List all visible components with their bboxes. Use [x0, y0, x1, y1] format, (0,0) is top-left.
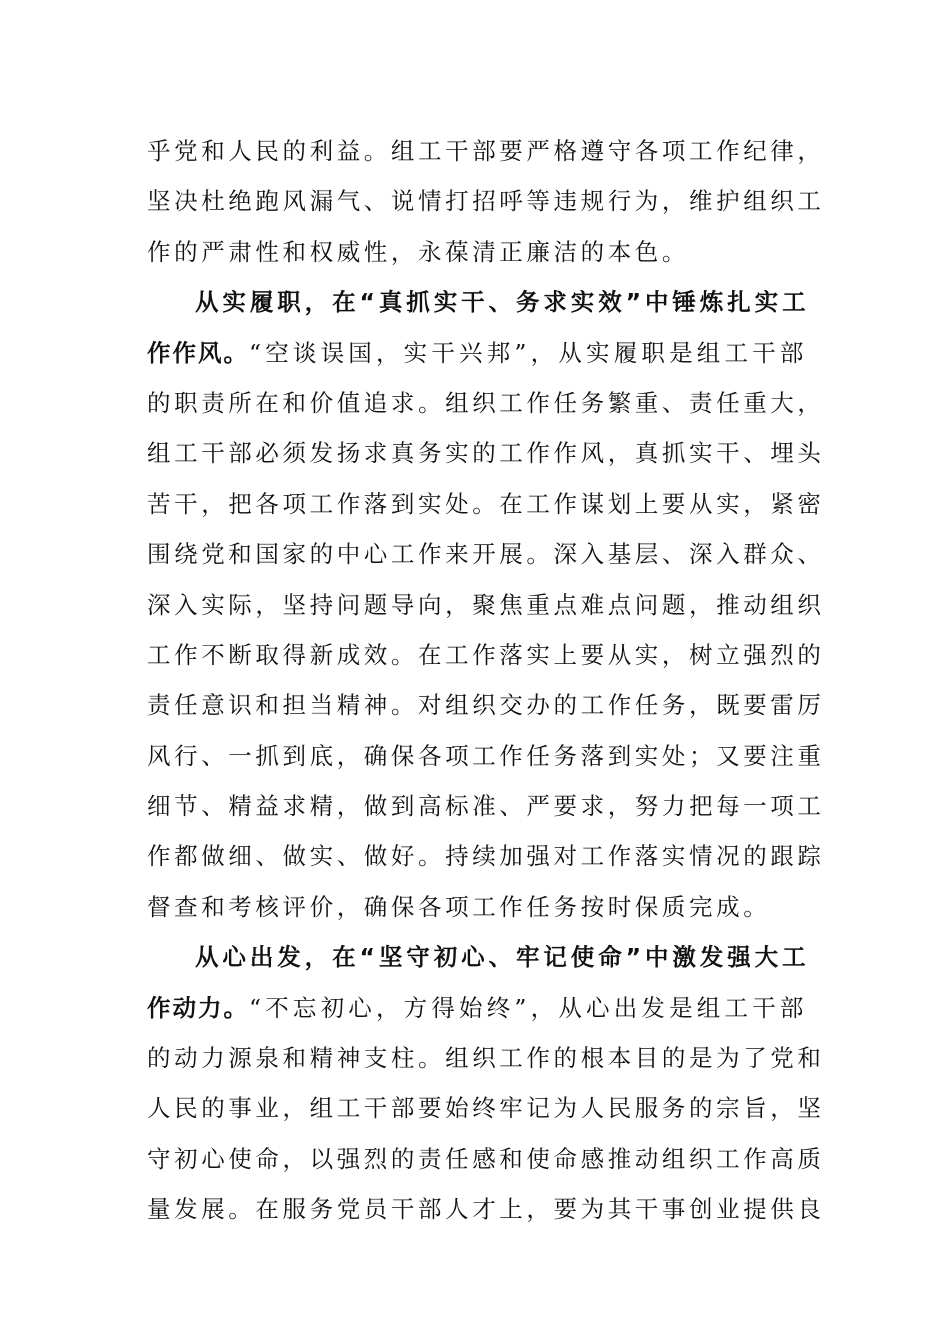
paragraph-2 — [147, 277, 825, 932]
text-line — [147, 983, 807, 1033]
document-body — [147, 126, 825, 1235]
text-line: 人民的事业，组工干部要始终牢记为人民服务的宗旨，坚 — [147, 1094, 825, 1123]
text-line — [147, 328, 807, 378]
text-line: 乎党和人民的利益。组工干部要严格遵守各项工作纪律， — [147, 137, 825, 165]
text-line: 细节、精益求精，做到高标准、严要求，努力把每一项工 — [147, 792, 825, 821]
text-line: 作的严肃性和权威性，永葆清正廉洁的本色。 — [147, 237, 689, 266]
text-line: 风行、一抓到底，确保各项工作任务落到实处；又要注重 — [147, 741, 825, 770]
text-fragment: “空谈误国，实干兴邦”，从实履职是组工干部 — [248, 338, 807, 367]
section-heading-end: 作动力。 — [147, 993, 249, 1022]
paragraph-1 — [147, 126, 825, 277]
text-fragment: “不忘初心，方得始终”，从心出发是组工干部 — [248, 993, 807, 1022]
text-line: 苦干，把各项工作落到实处。在工作谋划上要从实，紧密 — [147, 489, 825, 518]
text-line: 量发展。在服务党员干部人才上，要为其干事创业提供良 — [147, 1195, 825, 1224]
text-line: 深入实际，坚持问题导向，聚焦重点难点问题，推动组织 — [147, 590, 825, 619]
text-line: 的职责所在和价值追求。组织工作任务繁重、责任重大， — [147, 388, 825, 417]
text-line: 的动力源泉和精神支柱。组织工作的根本目的是为了党和 — [147, 1044, 825, 1073]
text-line: 工作不断取得新成效。在工作落实上要从实，树立强烈的 — [147, 640, 825, 669]
section-heading-end: 作作风。 — [147, 338, 249, 367]
text-line: 组工干部必须发扬求真务实的工作作风，真抓实干、埋头 — [147, 439, 825, 468]
text-line: 作都做细、做实、做好。持续加强对工作落实情况的跟踪 — [147, 842, 825, 871]
text-line: 责任意识和担当精神。对组织交办的工作任务，既要雷厉 — [147, 691, 825, 720]
text-line: 围绕党和国家的中心工作来开展。深入基层、深入群众、 — [147, 540, 825, 569]
section-heading: 从心出发，在“坚守初心、牢记使命”中激发强大工 — [195, 943, 807, 972]
text-line: 守初心使命，以强烈的责任感和使命感推动组织工作高质 — [147, 1144, 825, 1173]
paragraph-3 — [147, 932, 825, 1234]
text-line: 坚决杜绝跑风漏气、说情打招呼等违规行为，维护组织工 — [147, 187, 825, 216]
section-heading: 从实履职，在“真抓实干、务求实效”中锤炼扎实工 — [195, 288, 807, 317]
text-line: 督查和考核评价，确保各项工作任务按时保质完成。 — [147, 892, 771, 921]
